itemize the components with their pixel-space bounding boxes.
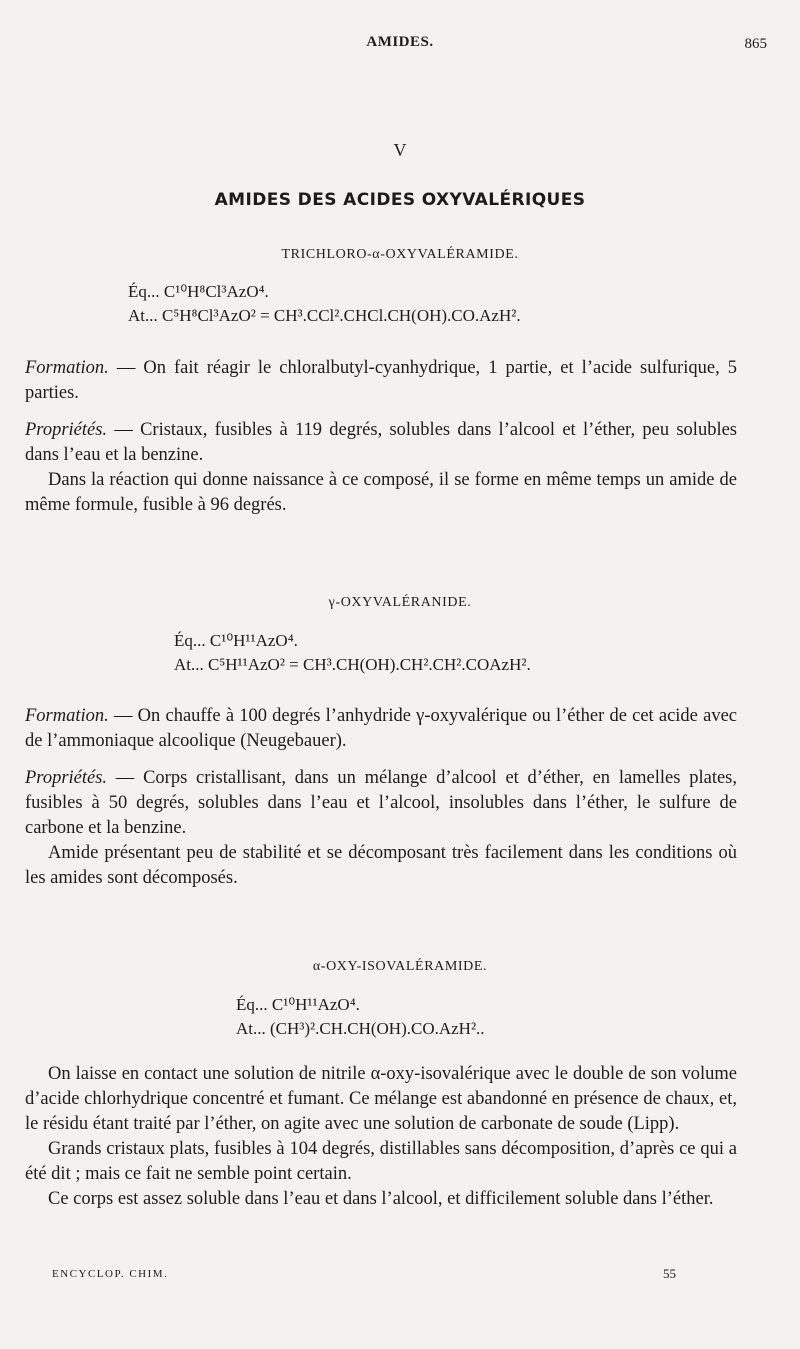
paragraph-text: Dans la réaction qui donne naissance à ce composé, il se forme en même temps un amide de même formule, fusible à 96 degrés. [25,470,737,515]
paragraph [25,468,737,518]
paragraph-text: — On chauffe à 100 degrés l’anhydride γ-oxyvalérique ou l’éther de cet acide avec de l’ammoniaque alcoolique (Neugebauer). [25,706,737,751]
formula-eq: Éq... C¹⁰H⁸Cl³AzO⁴. [128,282,269,301]
paragraph-lead: Formation. [25,358,109,378]
paragraph-text: On laisse en contact une solution de nitrile α-oxy-isovalérique avec le double de son volume d’acide chlorhydrique concentré et fumant. Ce mélange est abandonné en présence de chaux, et, le résidu étant traité par l’éther, on agite avec une solution de carbonate de soude (Lipp). [25,1064,737,1134]
formula-at: At... C⁵H⁸Cl³AzO² = CH³.CCl².CHCl.CH(OH).CO.AzH². [128,306,521,325]
footer-signature: ENCYCLOP. CHIM. [52,1268,169,1280]
paragraph-lead: Propriétés. [25,420,108,440]
paragraph [25,841,737,891]
formula-at: At... (CH³)².CH.CH(OH).CO.AzH².. [236,1019,485,1038]
paragraph-text: — Cristaux, fusibles à 119 degrés, solubles dans l’alcool et l’éther, peu solubles dans l’eau et la benzine. [25,420,737,465]
running-header: AMIDES. [366,34,434,50]
footer-sheet-number: 55 [663,1266,676,1281]
page-number: 865 [744,36,767,52]
paragraph-text: Amide présentant peu de stabilité et se décomposant très facilement dans les conditions où les amides sont décomposés. [25,843,737,888]
paragraph [25,356,737,406]
paragraph [25,1137,737,1187]
section-body-gamma [25,704,737,891]
section-title-trichloro: TRICHLORO-α-OXYVALÉRAMIDE. [281,247,519,262]
paragraph [25,766,737,841]
paragraph [25,704,737,754]
paragraph-lead: Formation. [25,706,109,726]
paragraph [25,1187,737,1212]
formula-at: At... C⁵H¹¹AzO² = CH³.CH(OH).CH².CH².COAzH². [174,655,531,674]
paragraph-text: Ce corps est assez soluble dans l’eau et dans l’alcool, et difficilement soluble dans l’éther. [48,1189,714,1209]
chapter-number: V [393,140,407,160]
section-body-trichloro [25,356,737,518]
section-title-alpha-oxy-iso: α-OXY-ISOVALÉRAMIDE. [312,959,488,974]
chapter-title: AMIDES DES ACIDES OXYVALÉRIQUES [214,190,586,210]
paragraph-lead: Propriétés. [25,768,108,788]
paragraph-text: Grands cristaux plats, fusibles à 104 degrés, distillables sans décomposition, d’après ce qui a été dit ; mais ce fait ne semble point certain. [25,1139,737,1184]
formula-eq: Éq... C¹⁰H¹¹AzO⁴. [236,995,360,1014]
paragraph-text: — On fait réagir le chloralbutyl-cyanhydrique, 1 partie, et l’acide sulfurique, 5 parties. [25,358,737,403]
paragraph [25,418,737,468]
section-body-alpha-oxy-iso [25,1062,737,1212]
section-title-gamma: γ-OXYVALÉRANIDE. [328,595,472,610]
paragraph [25,1062,737,1137]
formula-eq: Éq... C¹⁰H¹¹AzO⁴. [174,631,298,650]
paragraph-text: — Corps cristallisant, dans un mélange d’alcool et d’éther, en lamelles plates, fusibles à 50 degrés, solubles dans l’eau et l’alcool, insolubles dans l’éther, le sulfure de carbone et la benzine. [25,768,737,838]
